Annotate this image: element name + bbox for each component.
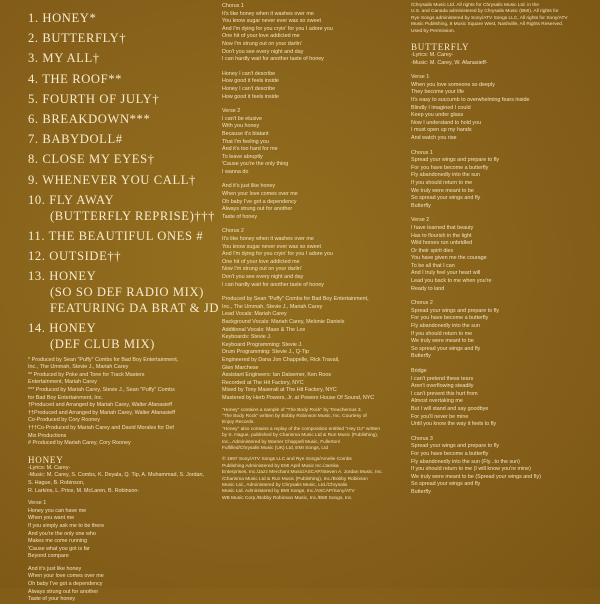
track-13: 13. HONEY (SO SO DEF RADIO MIX) FEATURING DA BRAT & JD xyxy=(28,269,220,316)
honey-verse-2: Verse 2 I can't be elusive With you honey Because it's blatant That I'm feeling you And it's too hard for me To leave abruptly 'Cause you're the only thing I wanna do xyxy=(222,108,289,175)
butterfly-verse-2: Verse 2 I have learned that beauty Has to flourish in the light Wild horses run unbridled Or their spirit dies You have given me the courage To be all that I can And I truly feel your heart will Lead you back to me when you're Ready to land xyxy=(411,217,492,292)
honey-writers: -Lyrics: M. Carey- -Music: M. Carey, S. Combs, K. Deyala, Q. Tip, A. Muhammad, S. Jordan, S. Hague, B. Robinson, R. Larkins, L. Price, M. McLaren, B. Robinson- xyxy=(28,464,205,494)
track-11: 11. THE BEAUTIFUL ONES # xyxy=(28,228,204,243)
rights-notice: /Chrysalis Music Ltd. All rights for Chrysalis Music Ltd. in the U.S. and Canada administered by Chrysalis Music (BMI). All rights for Rye Songs administered by Sony/ATV Songs LLC, All rights for Sony/ATV Music Publishing, 8 Music Square West, Nashville, All Rights Reserved. Used by Permission. xyxy=(411,3,568,34)
track-list xyxy=(28,10,220,352)
butterfly-verse-1: Verse 1 When you love someone so deeply They become your life It's easy to succumb to overwhelming fears inside Blindly I imagined I could Keep you under glass Now I understand to hold you I must open up my hands And watch you rise xyxy=(411,74,530,141)
honey-production-credits: Produced by Sean "Puffy" Combs for Bad Boy Entertainment, Inc., The Ummah, Stevie J., Mariah Carey Lead Vocals: Mariah Carey Background Vocals: Mariah Carey, Melonie Daniels Additional Vocals: Mase & The Lox Keyboards: Stevie J. Keyboard Programming: Stevie J. Drum Programming: Stevie J., Q-Tip Engineered by Dana Jon Chappelle, Rick Travali, Glen Marchese Assistant Engineers: Ian Dalsemer, Ken Roos Recorded at The Hit Factory, NYC Mixed by Tony Maserati at The Hit Factory, NYC Mastered by Herb Powers, Jr. at Powers House Of Sound, NYC xyxy=(222,296,375,401)
track-9: 9. WHENEVER YOU CALL† xyxy=(28,172,196,187)
honey-title: HONEY xyxy=(28,454,64,465)
butterfly-writers: -Lyrics: M. Carey- -Music: M. Carey, W. Afanasieff- xyxy=(411,52,488,66)
honey-verse-2b: And it's just like honey When your love comes over me Oh baby I've got a dependency Always strung out for another Taste of honey xyxy=(222,183,298,220)
track-4: 4. THE ROOF** xyxy=(28,71,123,86)
track-6: 6. BREAKDOWN*** xyxy=(28,111,151,126)
left-column xyxy=(28,0,220,604)
track-12: 12. OUTSIDE†† xyxy=(28,249,122,264)
honey-interlude: Honey I can't describe How good it feels inside Honey I can't describe How good it feels inside xyxy=(222,70,279,100)
honey-verse-1b: And it's just like honey When your love comes over me Oh baby I've got a dependency Always strung out for another Taste of your honey xyxy=(28,565,104,603)
honey-chorus-2: Chorus 2 It's like honey when it washes over me You know sugar never ever was so sweet And I'm dying for you cryin' for you I adore you One hit of your love addicted me Now I'm strung out on your darlin' Don't you see every night and day I can hardly wait for another taste of honey xyxy=(222,228,333,288)
right-column xyxy=(411,0,591,497)
track-1: 1. HONEY* xyxy=(28,11,97,25)
butterfly-chorus-1: Chorus 1 Spread your wings and prepare to fly For you have become a butterfly Fly abandonedly into the sun If you should return to me We truly were meant to be So spread your wings and fly Butterfly xyxy=(411,149,500,209)
butterfly-chorus-2: Chorus 2 Spread your wings and prepare to fly For you have become a butterfly Fly abandonedly into the sun If you should return to me We truly were meant to be So spread your wings and fly Butterfly xyxy=(411,300,500,360)
honey-chorus-1: Chorus 1 It's like honey when it washes over me You know sugar never ever was so sweet And I'm dying for you cryin' for you I adore you One hit of your love addicted me Now I'm strung out on your darlin' Don't you see every night and day I can hardly wait for another taste of honey xyxy=(222,3,333,63)
honey-copyright: © 1997 Sony/ATV Songs LLC and Rye Songs/Amelie Combs Publishing Administered by EMI April Music Inc./Jamka Enterprises, Inc./Jazz Merchant Music/ASCAP/Steven A. Jordan Music, Inc. /Charisma Music Ltd & Run Music (Publishing), Inc./Bobby Robinson Music Ltd., Administered by Chrysalis Music, Ltd./Chrysalis Music Ltd. Administered by BMI Songs, Inc./ASCAP/Sony/ATV WB Music Corp./Bobby Robinson Music, Inc./BMI Songs, Inc. xyxy=(222,457,383,501)
butterfly-bridge: Bridge I can't pretend these tears Aren't overflowing steadily I can't prevent this hurt from Almost overtaking me But I will stand and say goodbye For you'll never be mine Until you know the way it feels to fly xyxy=(411,368,497,428)
butterfly-title: BUTTERFLY xyxy=(411,42,470,53)
track-10: 10. FLY AWAY (BUTTERFLY REPRISE)††† xyxy=(28,192,216,223)
butterfly-chorus-3: Chorus 3 Spread your wings and prepare to fly For you have become a butterfly Fly abandonedly into the sun (Fly...to the sun) If you should return to me (I will know you're mine) We truly were meant to be (Spread your wings and fly) So spread your wings and fly Butterfly xyxy=(411,435,541,495)
track-3: 3. MY ALL† xyxy=(28,51,100,66)
honey-verse-1: Verse 1 Honey you can have me When you want me If you simply ask me to be there And you're the only one who Makes me come running 'Cause what you got is far Beyond compare xyxy=(28,500,105,560)
honey-sample-notes: "Honey" contains a sample of "The Body Rock" by Treacherous 3. "The Body Rock" written by Bobby Robinson Music, Inc. Courtesy of Enjoy Records. "Honey" also contains a replay of the composition entitled "Hey DJ" written by S. Hague, published by Charisma Music Ltd & Run Music (Publishing), Inc., Administered by Warner Chappell Music, Fullerton/ Fulfilled/Chrysalis Music (UK) Ltd, EMI Songs, Ltd xyxy=(222,407,380,451)
track-2: 2. BUTTERFLY† xyxy=(28,31,127,46)
production-credits: * Produced by Sean "Puffy" Combs for Bad Boy Entertainment, Inc., The Ummah, Stevie J., Mariah Carey ** Produced by Poke and Tone for Track Masters Entertainment, Mariah Carey *** Produced by Mariah Carey, Stevie J., Sean "Puffy" Combs for Bad Boy Entertainment, Inc. †Produced and Arranged by Mariah Carey, Walter Afanasieff ††Produced and Arranged by Mariah Carey, Walter Afanasieff Co-Produced by Cory Rooney †††Co-Produced by Mariah Carey and David Morales for Def Mix Productions # Produced by Mariah Carey, Cory Rooney xyxy=(28,356,179,447)
track-7: 7. BABYDOLL# xyxy=(28,132,123,147)
track-8: 8. CLOSE MY EYES† xyxy=(28,152,155,167)
track-5: 5. FOURTH OF JULY† xyxy=(28,91,160,106)
track-14: 14. HONEY (DEF CLUB MIX) xyxy=(28,321,155,352)
middle-column xyxy=(222,0,398,502)
